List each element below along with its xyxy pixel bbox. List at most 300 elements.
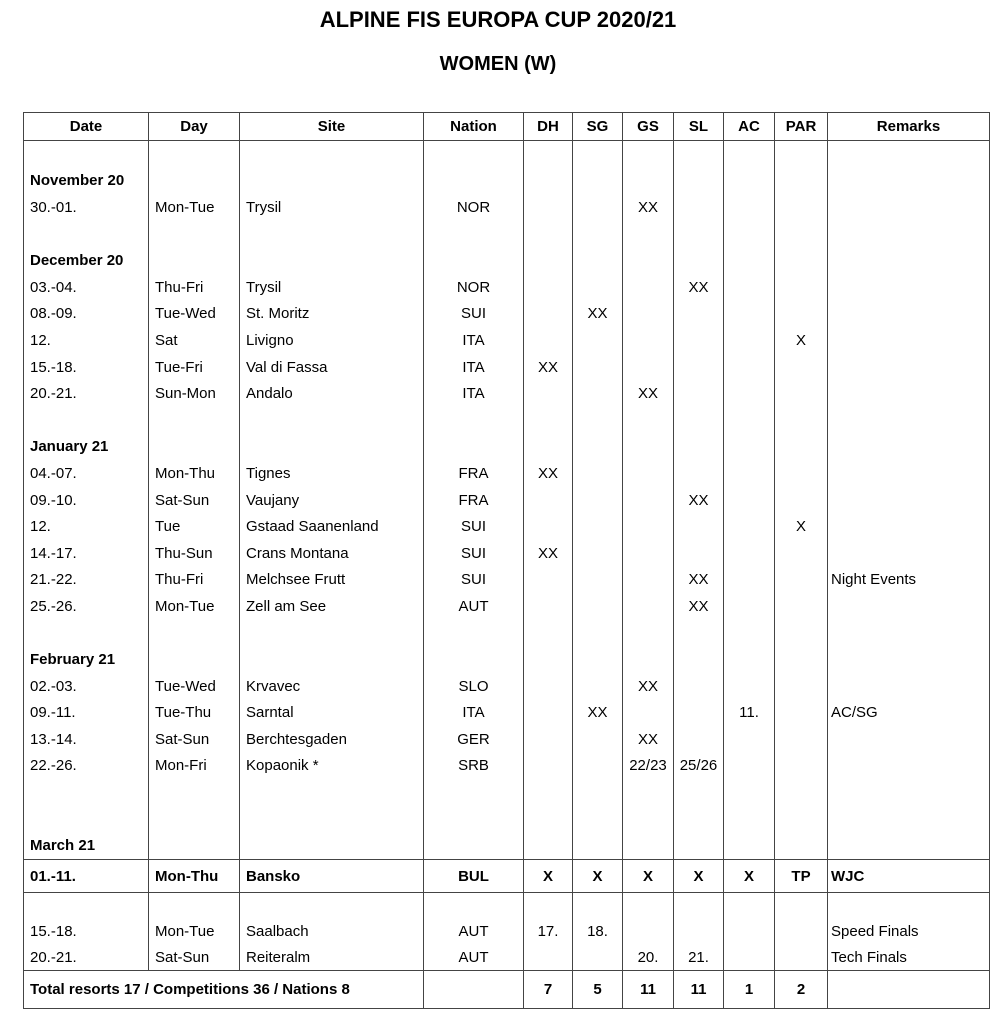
cell-day [148, 434, 239, 461]
cell-gs [622, 699, 673, 726]
cell-dh [523, 513, 572, 540]
cell-ac [723, 327, 774, 354]
cell-site: Saalbach [239, 919, 423, 945]
cell-gs [622, 434, 673, 461]
cell-ac [723, 354, 774, 381]
cell-sl [673, 779, 723, 806]
cell-site: Zell am See [239, 593, 423, 620]
cell-sg [572, 726, 622, 753]
cell-sl [673, 407, 723, 434]
cell-site [239, 832, 423, 859]
cell-site [239, 806, 423, 833]
cell-site: Kopaonik * [239, 753, 423, 780]
cell-site: Val di Fassa [239, 354, 423, 381]
cell-nation: SUI [423, 513, 523, 540]
cell-date: 01.-11. [30, 867, 76, 885]
cell-sl [673, 540, 723, 567]
cell-sg: 18. [572, 919, 622, 945]
cell-nation [423, 434, 523, 461]
cell-par [774, 354, 827, 381]
cell-gs: XX [622, 194, 673, 221]
cell-nation [423, 779, 523, 806]
cell-sg [572, 593, 622, 620]
cell-day: Sat-Sun [148, 487, 239, 514]
cell-par [774, 540, 827, 567]
cell-par [774, 301, 827, 328]
cell-remarks [827, 247, 989, 274]
cell-date: 15.-18. [30, 358, 77, 376]
cell-ac [723, 407, 774, 434]
cell-sg [572, 434, 622, 461]
cell-sg [572, 168, 622, 195]
cell-dh [523, 407, 572, 434]
cell-ac: X [723, 860, 774, 892]
cell-par [774, 168, 827, 195]
cell-site [239, 646, 423, 673]
cell-sl: 21. [673, 944, 723, 970]
cell-ac [723, 779, 774, 806]
column-header-nation: Nation [423, 113, 523, 140]
cell-date: 08.-09. [30, 305, 77, 323]
cell-par [774, 806, 827, 833]
cell-sg [572, 893, 622, 919]
cell-sg [572, 540, 622, 567]
cell-sg [572, 753, 622, 780]
cell-sl [673, 699, 723, 726]
cell-sl [673, 354, 723, 381]
cell-sg [572, 779, 622, 806]
cell-nation: NOR [423, 274, 523, 301]
cell-day [148, 247, 239, 274]
cell-nation: AUT [423, 919, 523, 945]
cell-day [148, 168, 239, 195]
cell-gs [622, 513, 673, 540]
total-summary: Total resorts 17 / Competitions 36 / Nations 8 [30, 980, 350, 998]
cell-nation: ITA [423, 354, 523, 381]
cell-site: St. Moritz [239, 301, 423, 328]
cell-dh [523, 274, 572, 301]
cell-gs [622, 567, 673, 594]
cell-par [774, 944, 827, 970]
cell-par: X [774, 327, 827, 354]
cell-nation [423, 247, 523, 274]
cell-day: Mon-Tue [148, 194, 239, 221]
cell-dh [523, 646, 572, 673]
cell-remarks [827, 893, 989, 919]
cell-sg [572, 247, 622, 274]
cell-dh [523, 247, 572, 274]
cell-day: Mon-Thu [148, 460, 239, 487]
cell-par [774, 221, 827, 248]
cell-gs [622, 919, 673, 945]
cell-nation: ITA [423, 327, 523, 354]
cell-sg [572, 513, 622, 540]
cell-date: 12. [30, 331, 51, 349]
cell-site [239, 168, 423, 195]
cell-ac [723, 893, 774, 919]
cell-sg [572, 487, 622, 514]
cell-remarks [827, 593, 989, 620]
cell-nation [423, 168, 523, 195]
cell-remarks [827, 434, 989, 461]
cell-day [148, 779, 239, 806]
cell-sg [572, 567, 622, 594]
cell-dh [523, 327, 572, 354]
cell-ac [723, 832, 774, 859]
cell-gs: X [622, 860, 673, 892]
cell-date: 30.-01. [30, 198, 77, 216]
cell-gs [622, 540, 673, 567]
cell-nation [423, 646, 523, 673]
cell-ac [723, 434, 774, 461]
cell-sg [572, 380, 622, 407]
cell-site: Livigno [239, 327, 423, 354]
cell-gs: 22/23 [622, 753, 673, 780]
cell-date [24, 779, 148, 806]
cell-dh [523, 620, 572, 647]
cell-remarks [827, 141, 989, 168]
cell-day: Tue-Fri [148, 354, 239, 381]
cell-ac: 11. [723, 699, 774, 726]
cell-site [239, 141, 423, 168]
cell-remarks [827, 380, 989, 407]
month-label: December 20 [30, 252, 124, 270]
cell-day [148, 806, 239, 833]
cell-dh [523, 301, 572, 328]
cell-gs [622, 460, 673, 487]
cell-sl [673, 194, 723, 221]
cell-sl [673, 832, 723, 859]
cell-date: 25.-26. [30, 597, 77, 615]
cell-gs [622, 247, 673, 274]
page-subtitle: WOMEN (W) [439, 53, 557, 75]
cell-day: Sun-Mon [148, 380, 239, 407]
cell-site: Andalo [239, 380, 423, 407]
cell-remarks: Night Events [827, 567, 989, 594]
cell-gs [622, 407, 673, 434]
cell-ac [723, 540, 774, 567]
cell-site: Tignes [239, 460, 423, 487]
cell-remarks [827, 168, 989, 195]
cell-par [774, 434, 827, 461]
cell-site [239, 620, 423, 647]
cell-par [774, 593, 827, 620]
cell-remarks [827, 620, 989, 647]
cell-gs: XX [622, 673, 673, 700]
cell-date: 04.-07. [30, 464, 77, 482]
cell-date: 20.-21. [30, 948, 77, 966]
cell-par [774, 726, 827, 753]
cell-sl [673, 893, 723, 919]
cell-sl: XX [673, 274, 723, 301]
month-label: February 21 [30, 651, 116, 669]
cell-sg [572, 460, 622, 487]
cell-sg [572, 354, 622, 381]
page-title: ALPINE FIS EUROPA CUP 2020/21 [319, 7, 677, 32]
cell-date: 13.-14. [30, 730, 77, 748]
cell-par [774, 832, 827, 859]
cell-gs [622, 168, 673, 195]
cell-ac [723, 194, 774, 221]
column-header-gs: GS [622, 113, 673, 140]
cell-date: 22.-26. [30, 757, 77, 775]
cell-sl [673, 460, 723, 487]
cell-remarks [827, 354, 989, 381]
cell-par [774, 567, 827, 594]
cell-dh [523, 141, 572, 168]
cell-gs: XX [622, 380, 673, 407]
cell-sg [572, 327, 622, 354]
cell-remarks [827, 540, 989, 567]
cell-site: Crans Montana [239, 540, 423, 567]
cell-remarks [827, 221, 989, 248]
cell-day: Mon-Thu [148, 860, 239, 892]
cell-gs [622, 354, 673, 381]
cell-date: 20.-21. [30, 385, 77, 403]
cell-gs [622, 832, 673, 859]
cell-sl [673, 221, 723, 248]
cell-remarks [827, 274, 989, 301]
cell-nation: BUL [423, 860, 523, 892]
cell-sg [572, 646, 622, 673]
cell-date: 09.-10. [30, 491, 77, 509]
cell-dh [523, 806, 572, 833]
cell-date [24, 806, 148, 833]
cell-nation: SUI [423, 301, 523, 328]
cell-site: Sarntal [239, 699, 423, 726]
cell-dh: XX [523, 354, 572, 381]
cell-sl [673, 726, 723, 753]
cell-day [148, 221, 239, 248]
cell-ac [723, 646, 774, 673]
cell-gs [622, 141, 673, 168]
column-header-site: Site [239, 113, 423, 140]
cell-day: Thu-Fri [148, 567, 239, 594]
cell-dh [523, 168, 572, 195]
cell-remarks [827, 327, 989, 354]
column-header-dh: DH [523, 113, 572, 140]
cell-day [148, 893, 239, 919]
section-finals [24, 893, 989, 970]
cell-par [774, 194, 827, 221]
cell-site: Krvavec [239, 673, 423, 700]
cell-day: Mon-Tue [148, 593, 239, 620]
cell-dh: XX [523, 460, 572, 487]
cell-ac [723, 806, 774, 833]
cell-dh [523, 434, 572, 461]
cell-day: Mon-Fri [148, 753, 239, 780]
cell-sg [572, 832, 622, 859]
cell-ac [723, 726, 774, 753]
cell-remarks: AC/SG [827, 699, 989, 726]
cell-site [239, 434, 423, 461]
cell-sl [673, 806, 723, 833]
cell-nation: SRB [423, 753, 523, 780]
cell-day [148, 646, 239, 673]
total-sl: 11 [673, 971, 723, 1008]
cell-nation [423, 620, 523, 647]
total-sg: 5 [572, 971, 622, 1008]
cell-par [774, 646, 827, 673]
cell-nation: SUI [423, 567, 523, 594]
cell-gs: XX [622, 726, 673, 753]
cell-day [148, 141, 239, 168]
cell-site: Bansko [239, 860, 423, 892]
column-header-sg: SG [572, 113, 622, 140]
cell-date: 03.-04. [30, 278, 77, 296]
cell-sl [673, 327, 723, 354]
total-dh: 7 [523, 971, 572, 1008]
cell-ac [723, 673, 774, 700]
cell-sl [673, 247, 723, 274]
cell-date [24, 141, 148, 168]
cell-day: Sat [148, 327, 239, 354]
cell-site [239, 407, 423, 434]
cell-sg [572, 194, 622, 221]
cell-remarks [827, 646, 989, 673]
cell-dh [523, 593, 572, 620]
cell-sg: XX [572, 699, 622, 726]
cell-site [239, 247, 423, 274]
cell-ac [723, 567, 774, 594]
cell-day [148, 407, 239, 434]
cell-dh [523, 753, 572, 780]
cell-remarks [827, 487, 989, 514]
cell-gs [622, 806, 673, 833]
total-ac: 1 [723, 971, 774, 1008]
cell-ac [723, 274, 774, 301]
cell-par [774, 620, 827, 647]
cell-sl [673, 168, 723, 195]
cell-day: Sat-Sun [148, 726, 239, 753]
cell-par [774, 753, 827, 780]
cell-day [148, 620, 239, 647]
cell-ac [723, 168, 774, 195]
cell-gs [622, 327, 673, 354]
cell-dh: 17. [523, 919, 572, 945]
cell-nation: FRA [423, 487, 523, 514]
cell-ac [723, 487, 774, 514]
cell-remarks [827, 832, 989, 859]
cell-nation: FRA [423, 460, 523, 487]
cell-par: X [774, 513, 827, 540]
cell-sl: 25/26 [673, 753, 723, 780]
cell-gs [622, 620, 673, 647]
cell-par [774, 380, 827, 407]
cell-ac [723, 513, 774, 540]
month-label: March 21 [30, 837, 96, 855]
cell-sl: X [673, 860, 723, 892]
section-calendar [24, 141, 989, 859]
cell-site: Vaujany [239, 487, 423, 514]
cell-remarks [827, 806, 989, 833]
column-header-par: PAR [774, 113, 827, 140]
cell-par [774, 141, 827, 168]
cell-gs [622, 893, 673, 919]
cell-date: 09.-11. [30, 704, 76, 722]
cell-nation: SUI [423, 540, 523, 567]
cell-ac [723, 247, 774, 274]
month-label: November 20 [30, 172, 125, 190]
cell-gs [622, 221, 673, 248]
cell-par [774, 699, 827, 726]
cell-date [24, 407, 148, 434]
section-wjc [24, 859, 989, 893]
cell-sl [673, 301, 723, 328]
cell-remarks [827, 301, 989, 328]
cell-ac [723, 301, 774, 328]
cell-par [774, 673, 827, 700]
column-header-remarks: Remarks [827, 113, 989, 140]
cell-gs [622, 646, 673, 673]
cell-par: TP [774, 860, 827, 892]
cell-dh: X [523, 860, 572, 892]
cell-dh [523, 832, 572, 859]
cell-day: Tue-Thu [148, 699, 239, 726]
cell-nation: AUT [423, 944, 523, 970]
cell-dh: XX [523, 540, 572, 567]
cell-sg: X [572, 860, 622, 892]
cell-remarks [827, 460, 989, 487]
cell-dh [523, 194, 572, 221]
column-header-sl: SL [673, 113, 723, 140]
cell-date: 15.-18. [30, 922, 77, 940]
cell-day: Tue-Wed [148, 673, 239, 700]
cell-sl [673, 673, 723, 700]
cell-dh [523, 699, 572, 726]
total-nation-cell [423, 971, 523, 1008]
cell-ac [723, 460, 774, 487]
section-totals [24, 970, 989, 1008]
cell-sg [572, 806, 622, 833]
cell-sg [572, 141, 622, 168]
cell-ac [723, 919, 774, 945]
cell-dh [523, 944, 572, 970]
cell-sl [673, 141, 723, 168]
cell-sg [572, 274, 622, 301]
cell-nation: NOR [423, 194, 523, 221]
cell-par [774, 460, 827, 487]
cell-gs [622, 487, 673, 514]
cell-dh [523, 567, 572, 594]
cell-day: Sat-Sun [148, 944, 239, 970]
cell-sg [572, 407, 622, 434]
cell-ac [723, 593, 774, 620]
cell-remarks [827, 194, 989, 221]
cell-day: Thu-Sun [148, 540, 239, 567]
cell-day: Tue-Wed [148, 301, 239, 328]
cell-par [774, 779, 827, 806]
cell-remarks [827, 779, 989, 806]
cell-gs [622, 779, 673, 806]
cell-date [24, 620, 148, 647]
cell-remarks [827, 726, 989, 753]
cell-nation: SLO [423, 673, 523, 700]
cell-sl [673, 919, 723, 945]
cell-nation [423, 221, 523, 248]
cell-date: 21.-22. [30, 571, 77, 589]
cell-day: Thu-Fri [148, 274, 239, 301]
cell-dh [523, 221, 572, 248]
cell-remarks [827, 407, 989, 434]
cell-nation: ITA [423, 380, 523, 407]
cell-site: Trysil [239, 194, 423, 221]
cell-site: Reiteralm [239, 944, 423, 970]
cell-day [148, 832, 239, 859]
schedule-table [23, 112, 990, 1009]
cell-par [774, 919, 827, 945]
cell-remarks [827, 753, 989, 780]
